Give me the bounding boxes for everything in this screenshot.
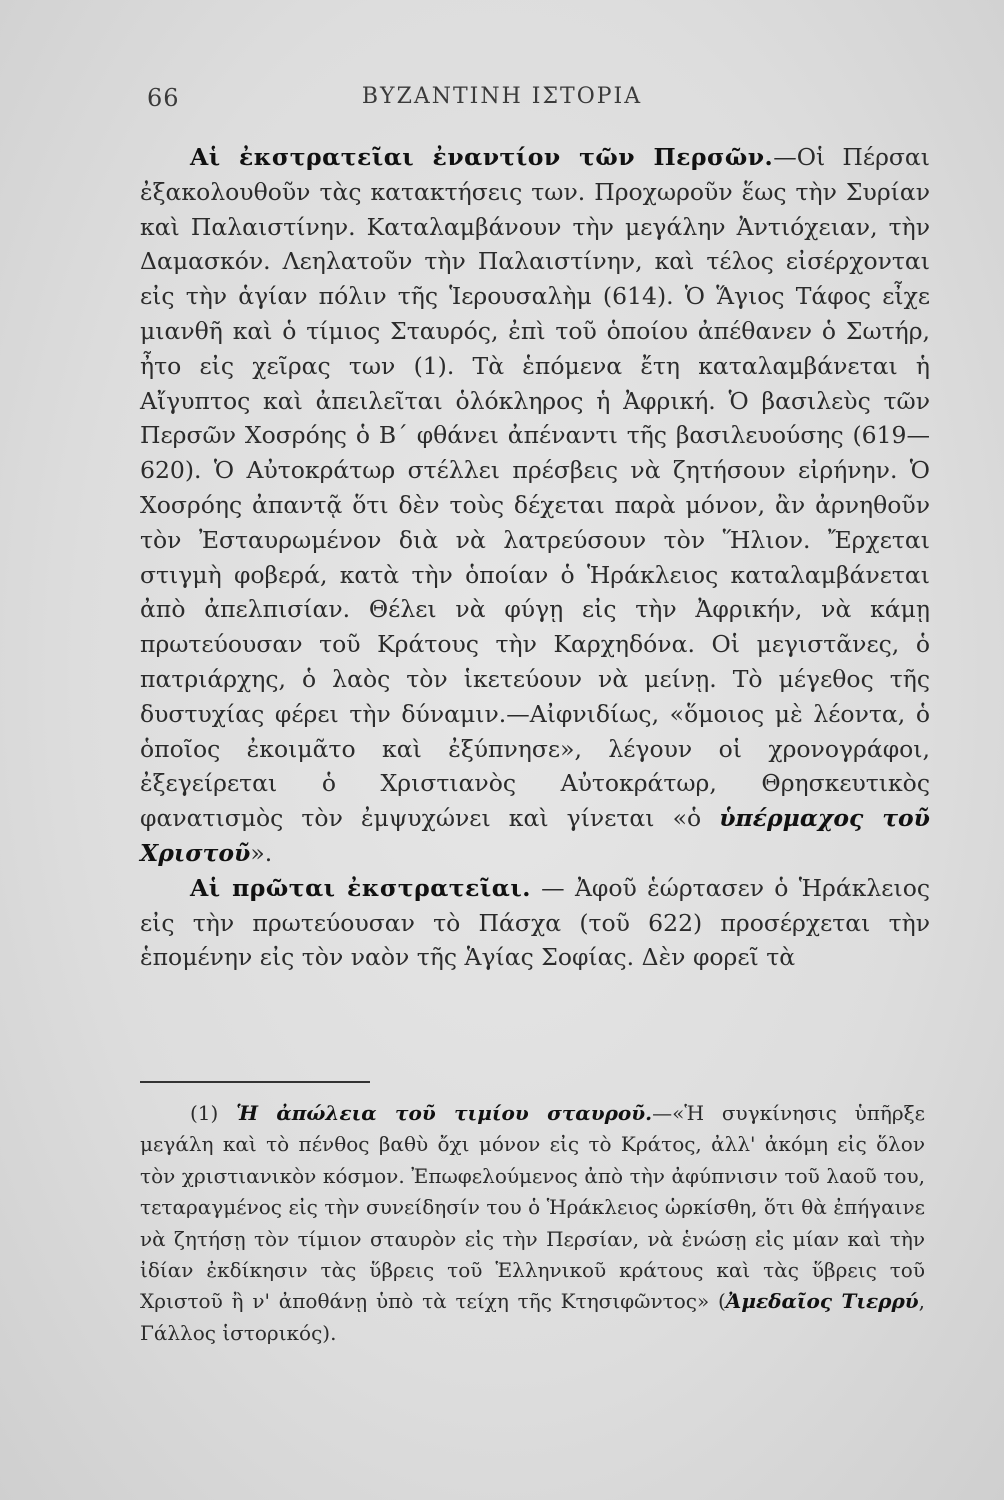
section-heading-persian-campaigns: Αἱ ἐκστρατεῖαι ἐναντίον τῶν Περσῶν. [190,143,774,171]
footnote-text: —«Ἡ συγκίνησις ὑπῆρξε μεγάλη καὶ τὸ πένθος βαθὺ ὄχι μόνον εἰς τὸ Κράτος, ἀλλ' ἀκόμη εἰς ὅλον τὸν χριστιανικὸν κόσμον. Ἐπωφελούμενος ἀπὸ τὴν ἀφύπνισιν τοῦ λαοῦ του, τεταραγμένος εἰς τὴν συνείδησίν του ὁ Ἡράκλειος ὡρκίσθη, ὅτι θὰ ἐπήγαινε νὰ ζητήσῃ τὸν τίμιον σταυρὸν εἰς τὴν Περσίαν, νὰ ἑνώσῃ εἰς μίαν καὶ τὴν ἰδίαν ἐκδίκησιν τὰς ὕβρεις τοῦ Ἑλληνικοῦ κράτους καὶ τὰς ὕβρεις τοῦ Χριστοῦ ἢ ν' ἀποθάνῃ ὑπὸ τὰ τείχη τῆς Κτησιφῶντος» ( [140,1101,926,1314]
emphasized-phrase: ὑπέρμαχος τοῦ Χριστοῦ [140,804,930,867]
main-text [140,140,930,975]
paragraph-text: . Τὰ ἑπόμενα ἔτη καταλαμβάνεται ἡ Αἴγυπτος καὶ ἀπειλεῖται ὁλόκληρος ἡ Ἀφρική. Ὁ βασιλεὺς τῶν Περσῶν Χοσρόης ὁ Β΄ φθάνει ἀπέναντι τῆς βασιλευούσης (619—620). Ὁ Αὐτοκράτωρ στέλλει πρέσβεις νὰ ζητήσουν εἰρήνην. Ὁ Χοσρόης ἀπαντᾷ ὅτι δὲν τοὺς δέχεται παρὰ μόνον, ἂν ἀρνηθοῦν τὸν Ἐσταυρωμένον διὰ νὰ λατρεύσουν τὸν Ἥλιον. Ἔρχεται στιγμὴ φοβερά, κατὰ τὴν ὁποίαν ὁ Ἡράκλειος καταλαμβάνεται ἀπὸ ἀπελπισίαν. Θέλει νὰ φύγῃ εἰς τὴν Ἀφρικήν, νὰ κάμῃ πρωτεύουσαν τοῦ Κράτους τὴν Καρχηδόνα. Οἱ μεγιστᾶνες, ὁ πατριάρχης, ὁ λαὸς τὸν ἱκετεύουν νὰ μείνῃ. Τὸ μέγεθος τῆς δυστυχίας φέρει τὴν δύναμιν.—Αἰφνιδίως, «ὅμοιος μὲ λέοντα, ὁ ὁποῖος ἐκοιμᾶτο καὶ ἐξύπνησε», λέγουν οἱ χρονογράφοι, ἐξεγείρεται ὁ Χριστιανὸς Αὐτοκράτωρ, Θρησκευτικὸς φανατισμὸς τὸν ἐμψυχώνει καὶ γίνεται «ὁ [140,351,930,833]
footnote [140,1098,925,1349]
footnote-paragraph [140,1098,925,1349]
paragraph-persian-campaigns [140,140,930,871]
running-head [0,84,1004,114]
footnote-title: Ἡ ἀπώλεια τοῦ τιμίου σταυροῦ. [236,1101,653,1125]
book-title: ΒΥΖΑΝΤΙΝΗ ΙΣΤΟΡΙΑ [361,84,643,109]
footnote-mark: (1) [190,1101,219,1125]
paragraph-text: —Οἱ Πέρσαι ἐξακολουθοῦν τὰς κατακτήσεις των. Προχωροῦν ἕως τὴν Συρίαν καὶ Παλαιστίνην. Καταλαμβάνουν τὴν μεγάλην Ἀντιόχειαν, τὴν Δαμασκόν. Λεηλατοῦν τὴν Παλαιστίνην, καὶ τέλος εἰσέρχονται εἰς τὴν ἁγίαν πόλιν τῆς Ἱερουσαλὴμ (614). Ὁ Ἅγιος Τάφος εἶχε μιανθῆ καὶ ὁ τίμιος Σταυρός, ἐπὶ τοῦ ὁποίου ἀπέθανεν ὁ Σωτήρ, ἦτο εἰς χεῖρας των [140,143,931,380]
paragraph-first-campaigns [140,871,930,975]
paragraph-text: — Ἀφοῦ ἑώρτασεν ὁ Ἡράκλειος εἰς τὴν πρωτεύουσαν τὸ Πάσχα (τοῦ 622) προσέρχεται τὴν ἑπομένην εἰς τὸν ναὸν τῆς Ἁγίας Σοφίας. Δὲν φορεῖ τὰ [140,873,931,972]
footnote-reference: (1) [413,351,447,380]
paragraph-text: ». [250,838,273,867]
page-number: 66 [147,84,180,112]
footnote-text: , Γάλλος ἱστορικός). [140,1289,925,1345]
footnote-author: Ἀμεδαῖος Τιερρύ [725,1289,919,1314]
footnote-divider [140,1081,370,1083]
section-heading-first-campaigns: Αἱ πρῶται ἐκστρατεῖαι. [190,873,531,902]
